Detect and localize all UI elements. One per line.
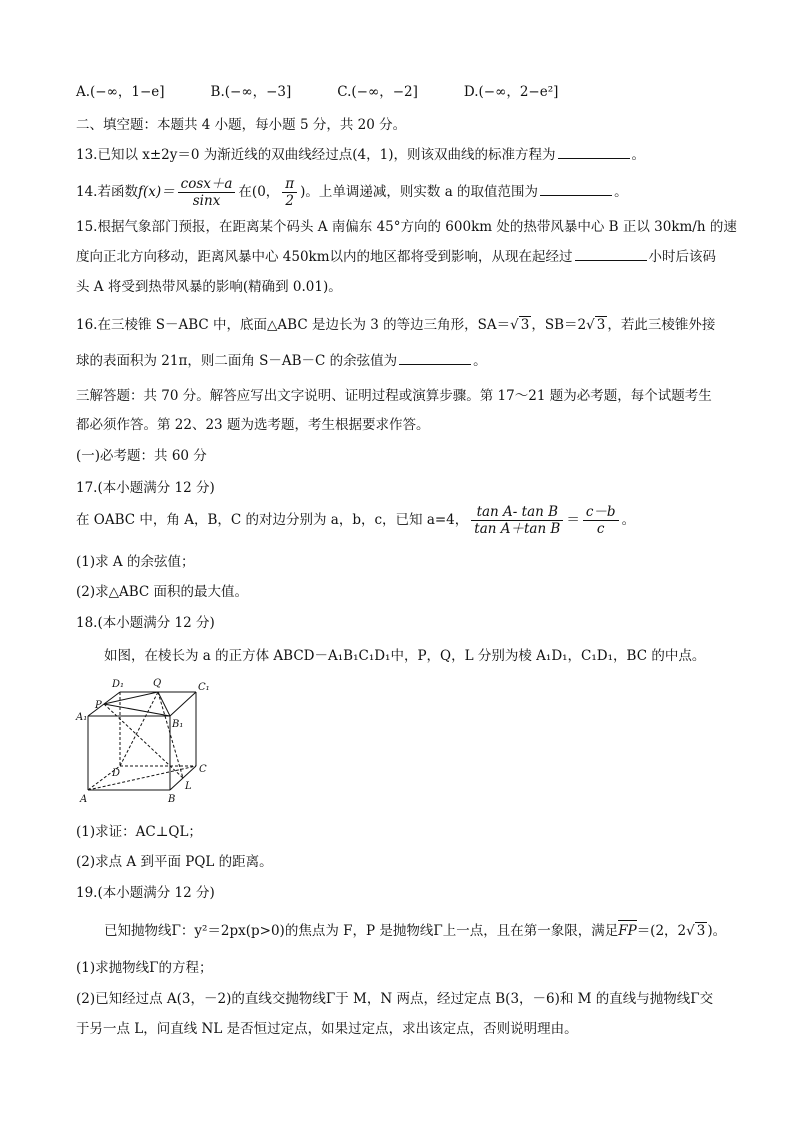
answer-blank — [575, 248, 647, 261]
label-a1: A₁ — [76, 712, 88, 723]
q17-part2: (2)求△ABC 面积的最大值。 — [76, 584, 249, 600]
q14-int-den: 2 — [285, 193, 295, 209]
q19-title: 19.(本小题满分 12 分) — [76, 885, 215, 901]
q19-part2-line2: 于另一点 L，问直线 NL 是否恒过定点，如果过定点，求出该定点，否则说明理由。 — [76, 1021, 578, 1037]
q17-part1: (1)求 A 的余弦值； — [76, 554, 195, 570]
q14-prefix: 14.若函数 — [76, 184, 138, 200]
vector-fp: FP — [618, 923, 637, 939]
option-c: C.(−∞，−2] — [337, 84, 418, 100]
q16-line1 — [76, 316, 715, 334]
q16-line2 — [76, 352, 487, 370]
section3-line1: 三解答题：共 70 分。解答应写出文字说明、证明过程或演算步骤。第 17～21 题为必考题，每个试题考生 — [76, 388, 712, 404]
q19-stem-c: )。 — [707, 923, 727, 939]
q14-suffix: )。上单调递减，则实数 a 的取值范围为 — [300, 184, 539, 200]
q17-f1-den: tan A＋tan B — [474, 521, 561, 537]
option-b: B.(−∞，−3] — [210, 84, 292, 100]
q16-l2b: 。 — [473, 353, 487, 369]
q14-end: 。 — [614, 184, 628, 200]
option-a: A.(−∞，1−e] — [76, 84, 165, 100]
q14-frac-den: sinx — [192, 193, 221, 209]
required-header: (一)必考题：共 60 分 — [76, 448, 207, 464]
sqrt-3: √ 3 — [686, 923, 706, 939]
q15-line2 — [76, 248, 716, 266]
q13 — [76, 146, 645, 164]
q14-mid: 在(0， — [238, 184, 280, 200]
q15-line2a: 度向正北方向移动，距离风暴中心 450km以内的地区都将受到影响，从现在起经过 — [76, 249, 573, 265]
q19-stem-a: 已知抛物线Γ：y²＝2px(p>0)的焦点为 F，P 是抛物线Γ上一点，且在第一象限，满足 — [104, 923, 619, 939]
q13-text: 13.已知以 x±2y＝0 为渐近线的双曲线经过点(4，1)，则该双曲线的标准方程为 — [76, 147, 556, 163]
section2-header: 二、填空题：本题共 4 小题，每小题 5 分，共 20 分。 — [76, 117, 407, 133]
q18-stem: 如图，在棱长为 a 的正方体 ABCD－A₁B₁C₁D₁中，P，Q，L 分别为棱 A₁D₁，C₁D₁，BC 的中点。 — [104, 648, 706, 664]
q17-stem-a: 在 OABC 中，角 A，B，C 的对边分别为 a，b，c，已知 a=4， — [76, 512, 469, 528]
q15-line2b: 小时后该码 — [648, 249, 717, 265]
label-p: P — [95, 700, 102, 711]
q14-fraction — [178, 176, 236, 209]
q14-fx: f(x)＝ — [137, 184, 175, 200]
edge-b1c1 — [170, 692, 196, 716]
q13-end: 。 — [631, 147, 645, 163]
q17-stem — [76, 502, 635, 538]
q17-fraction-right — [583, 504, 619, 537]
q17-fraction-left — [471, 504, 563, 537]
answer-blank — [399, 352, 471, 365]
q14-int-num: π — [282, 176, 297, 193]
label-b: B — [168, 794, 176, 805]
label-q: Q — [153, 678, 162, 689]
q16-l1a: 16.在三棱锥 S－ABC 中，底面△ABC 是边长为 3 的等边三角形，SA＝ — [76, 317, 511, 333]
label-l: L — [185, 781, 192, 792]
q16-l1c: ，若此三棱锥外接 — [607, 317, 716, 333]
q18-part2: (2)求点 A 到平面 PQL 的距离。 — [76, 854, 273, 870]
q19-part1: (1)求抛物线Γ的方程； — [76, 960, 213, 976]
label-d: D — [112, 768, 121, 779]
label-d1: D₁ — [112, 679, 125, 690]
sqrt-3: √ 3 — [586, 317, 606, 333]
q19-stem — [104, 922, 726, 940]
segment-pb1 — [104, 704, 170, 716]
q17-f2-den: c — [596, 521, 605, 537]
q16-l1b: ，SB＝2 — [531, 317, 587, 333]
answer-blank — [540, 183, 612, 196]
q15-line1: 15.根据气象部门预报，在距离某个码头 A 南偏东 45°方向的 600km 处的热带风暴中心 B 正以 30km/h 的速 — [76, 219, 737, 235]
q14 — [76, 174, 628, 210]
q17-title: 17.(本小题满分 12 分) — [76, 480, 215, 496]
q17-eq: ＝ — [566, 512, 580, 528]
sqrt-3: √ 3 — [510, 317, 530, 333]
label-b1: B₁ — [172, 719, 184, 730]
q17-stem-b: 。 — [621, 512, 636, 528]
section3-line2: 都必须作答。第 22、23 题为选考题，考生根据要求作答。 — [76, 417, 430, 433]
label-c: C — [199, 764, 207, 775]
q14-interval-fraction — [282, 176, 297, 209]
q14-frac-num: cosx＋a — [178, 176, 236, 193]
segment-dq — [120, 692, 158, 766]
option-d: D.(−∞，2−e²] — [463, 84, 559, 100]
q12-options — [76, 83, 604, 101]
answer-blank — [558, 146, 630, 159]
q17-f1-num: tan A- tan B — [471, 504, 563, 521]
q16-l2a: 球的表面积为 21π，则二面角 S－AB－C 的余弦值为 — [76, 353, 398, 369]
label-c1: C₁ — [198, 682, 210, 693]
q19-part2-line1: (2)已知经过点 A(3，－2)的直线交抛物线Γ于 M，N 两点，经过定点 B(3，－6)和 M 的直线与抛物线Γ交 — [76, 991, 714, 1007]
cube-figure — [74, 672, 214, 807]
q17-f2-num: c－b — [583, 504, 619, 521]
q15-line3: 头 A 将受到热带风暴的影响(精确到 0.01)。 — [76, 279, 342, 295]
q18-part1: (1)求证：AC⊥QL； — [76, 824, 202, 840]
q19-stem-b: ＝(2，2 — [636, 923, 687, 939]
label-a: A — [80, 794, 88, 805]
q18-title: 18.(本小题满分 12 分) — [76, 615, 215, 631]
